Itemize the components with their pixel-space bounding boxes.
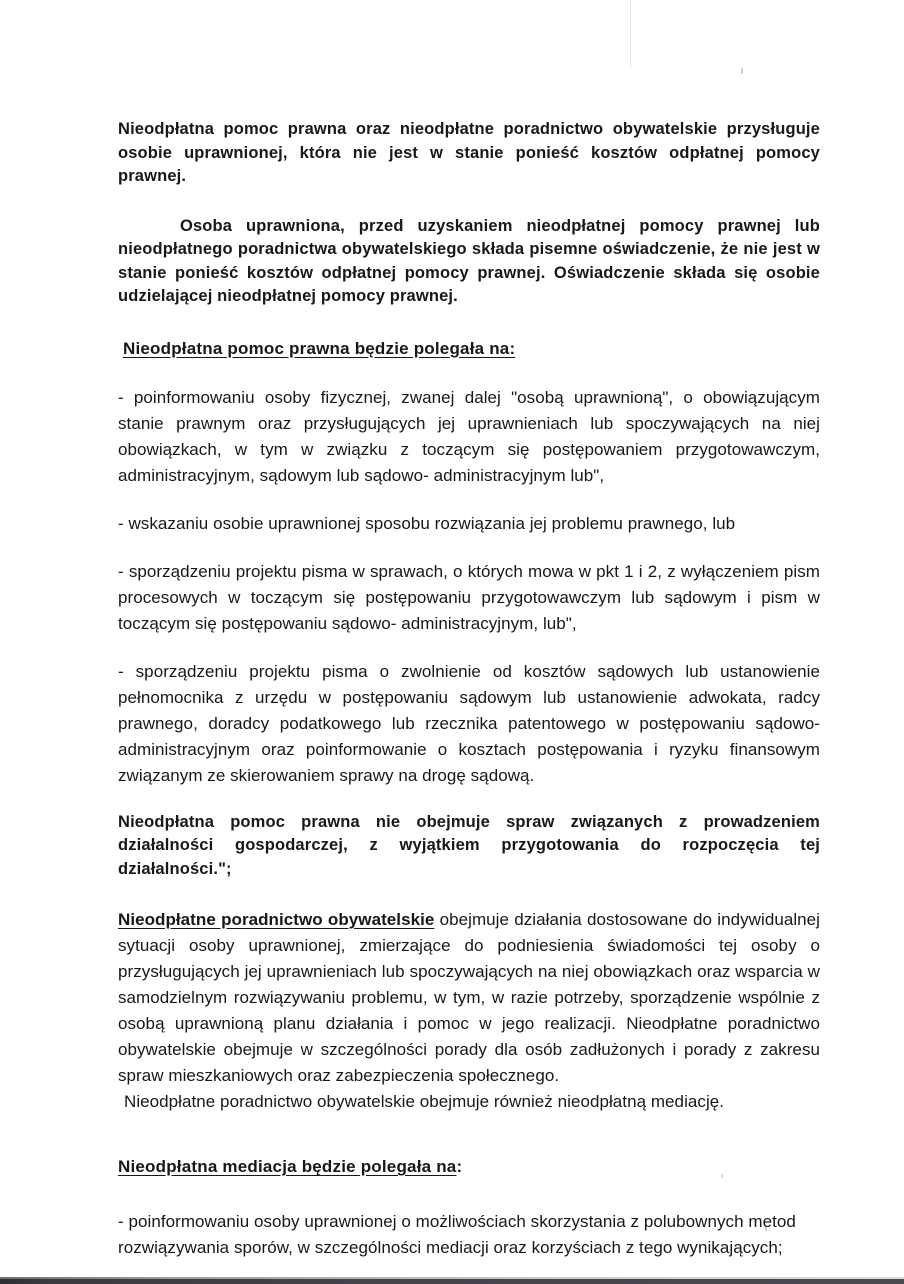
scan-artifact-bottom-edge (0, 1279, 904, 1284)
spacer (118, 489, 820, 511)
spacer (118, 789, 820, 811)
list-item-mediation-information: - poinformowaniu osoby uprawnionej o możliwościach skorzystania z polubownych metod rozwiązywania sporów, w szczególności mediacji oraz korzyściach z tego wynikających; (118, 1212, 796, 1257)
list-item-informing: - poinformowaniu osoby fizycznej, zwanej dalej "osobą uprawnioną", o obowiązującym stanie prawnym oraz przysługujących jej uprawnieniach lub spoczywających na niej obowiązkach, w tym w związku z toczącym się postępowaniem przygotowawczym, administracyjnym, sądowym lub sądowo- administracyjnym lub", (118, 387, 820, 485)
heading-free-mediation-colon: : (456, 1157, 463, 1176)
spacer (118, 637, 820, 659)
spacer (118, 361, 820, 385)
heading-free-legal-aid-text: Nieodpłatna pomoc prawna będzie polegała na: (123, 338, 516, 358)
heading-free-legal-aid (118, 337, 820, 361)
paragraph-intro-eligibility: Nieodpłatna pomoc prawna oraz nieodpłatne poradnictwo obywatelskie przysługuje osobie uprawnionej, która nie jest w stanie ponieść kosztów odpłatnej pomocy prawnej. (118, 120, 820, 185)
heading-free-mediation-text: Nieodpłatna mediacja będzie polegała na (118, 1157, 457, 1176)
paragraph-counselling-includes-mediation: Nieodpłatne poradnictwo obywatelskie obejmuje również nieodpłatną mediację. (124, 1092, 725, 1111)
spacer (118, 537, 820, 559)
paragraph-intro-declaration: Osoba uprawniona, przed uzyskaniem nieodpłatnej pomocy prawnej lub nieodpłatnego poradnictwa obywatelskiego składa pisemne oświadczenie, że nie jest w stanie ponieść kosztów odpłatnej pomocy prawnej. Oświadczenie składa się osobie udzielającej nieodpłatnej pomocy prawnej. (118, 216, 820, 305)
scan-artifact-vertical-line (630, 0, 631, 68)
list-item-court-fee-exemption: - sporządzeniu projektu pisma o zwolnienie od kosztów sądowych lub ustanowienie pełnomocnika z urzędu w postępowaniu sądowym lub ustanowienie adwokata, radcy prawnego, doradcy podatkowego lub rzecznika patentowego w postępowaniu sądowo- administracyjnym oraz poinformowanie o kosztach postępowania i ryzyku finansowym związanym ze skierowaniem sprawy na drogę sądową. (118, 661, 820, 785)
paragraph-citizen-counselling (118, 907, 820, 1089)
list-item-draft-document: - sporządzeniu projektu pisma w sprawach, o których mowa w pkt 1 i 2, z wyłączeniem pism procesowych w toczącym się postępowaniu przygotowawczym lub sądowym i pism w toczącym się postępowaniu sądowo- administracyjnym, lub", (118, 561, 820, 633)
lead-in-citizen-counselling: Nieodpłatne poradnictwo obywatelskie (118, 910, 435, 929)
spacer (118, 881, 820, 907)
document-text-body (118, 118, 820, 1261)
spacer (118, 1179, 820, 1209)
heading-free-mediation (118, 1155, 820, 1179)
spacer (118, 309, 820, 337)
spacer (118, 1115, 820, 1155)
list-item-solution-guidance: - wskazaniu osobie uprawnionej sposobu rozwiązania jej problemu prawnego, lub (118, 513, 736, 533)
paragraph-citizen-counselling-rest: obejmuje działania dostosowane do indywidualnej sytuacji osoby uprawnionej, zmierzające do podniesienia świadomości tej osoby o przysługujących jej uprawnieniach lub spoczywających na niej obowiązkach oraz wsparcia w samodzielnym rozwiązywaniu problemu, w tym, w razie potrzeby, sporządzenie wspólnie z osobą uprawnioną planu działania i pomoc w jego realizacji. Nieodpłatne poradnictwo obywatelskie obejmuje w szczególności porady dla osób zadłużonych i porady z zakresu spraw mieszkaniowych oraz zabezpieczenia społecznego. (118, 910, 820, 1085)
scan-artifact-speck (741, 68, 743, 74)
spacer (118, 189, 820, 215)
paragraph-business-exclusion: Nieodpłatna pomoc prawna nie obejmuje spraw związanych z prowadzeniem działalności gospodarczej, z wyjątkiem przygotowania do rozpoczęcia tej działalności."; (118, 812, 820, 878)
